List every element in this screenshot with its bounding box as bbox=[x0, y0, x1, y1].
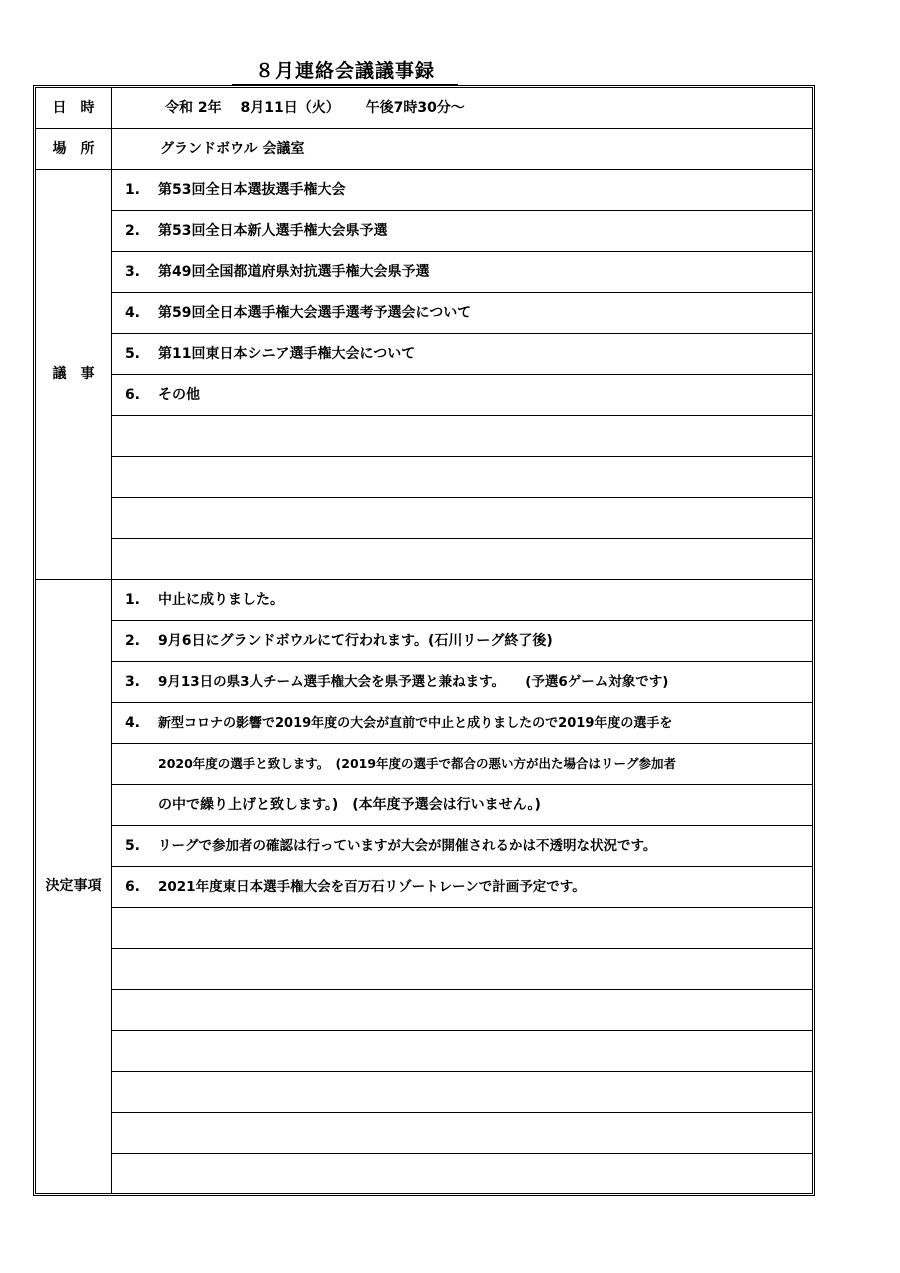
agenda-item: 3. 第49回全国都道府県対抗選手権大会県予選 bbox=[124, 264, 430, 280]
datetime-value: 令和 2年 8月11日（火） 午後7時30分～ bbox=[165, 100, 465, 116]
row-divider bbox=[111, 1071, 812, 1072]
decisions-label: 決定事項 bbox=[45, 878, 102, 894]
decision-item: 3. 9月13日の県3人チーム選手権大会を県予選と兼ねます。 (予選6ゲーム対象です) bbox=[124, 674, 669, 690]
row-divider bbox=[111, 415, 812, 416]
agenda-label: 議 事 bbox=[52, 366, 95, 382]
row-divider bbox=[36, 128, 812, 129]
row-divider bbox=[111, 374, 812, 375]
row-divider bbox=[111, 1030, 812, 1031]
decision-item: 2. 9月6日にグランドボウルにて行われます。(石川リーグ終了後) bbox=[124, 633, 553, 649]
row-divider bbox=[111, 1112, 812, 1113]
place-label: 場 所 bbox=[52, 141, 95, 157]
agenda-item: 6. その他 bbox=[124, 387, 200, 403]
datetime-label: 日 時 bbox=[52, 100, 95, 116]
row-divider bbox=[111, 538, 812, 539]
place-value: グランドボウル 会議室 bbox=[160, 141, 305, 157]
decision-item: 4. 新型コロナの影響で2019年度の大会が直前で中止と成りましたので2019年度の選手を bbox=[124, 715, 673, 731]
decision-item: 6. 2021年度東日本選手権大会を百万石リゾートレーンで計画予定です。 bbox=[124, 879, 586, 895]
decision-item: 1. 中止に成りました。 bbox=[124, 592, 284, 608]
decision-item-continuation: の中で繰り上げと致します。) (本年度予選会は行いません。) bbox=[158, 797, 541, 813]
row-divider bbox=[111, 1153, 812, 1154]
agenda-item: 5. 第11回東日本シニア選手権大会について bbox=[124, 346, 416, 362]
agenda-item: 4. 第59回全日本選手権大会選手選考予選会について bbox=[124, 305, 472, 321]
row-divider bbox=[111, 907, 812, 908]
decision-item-continuation: 2020年度の選手と致します。 (2019年度の選手で都合の悪い方が出た場合はリーグ参加者 bbox=[158, 756, 677, 771]
row-divider bbox=[111, 497, 812, 498]
row-divider bbox=[111, 989, 812, 990]
row-divider bbox=[111, 948, 812, 949]
agenda-item: 2. 第53回全日本新人選手権大会県予選 bbox=[124, 223, 388, 239]
agenda-item: 1. 第53回全日本選抜選手権大会 bbox=[124, 182, 346, 198]
page-title: ８月連絡会議議事録 bbox=[232, 58, 458, 85]
decision-item: 5. リーグで参加者の確認は行っていますが大会が開催されるかは不透明な状況です。 bbox=[124, 838, 657, 854]
row-divider bbox=[111, 456, 812, 457]
